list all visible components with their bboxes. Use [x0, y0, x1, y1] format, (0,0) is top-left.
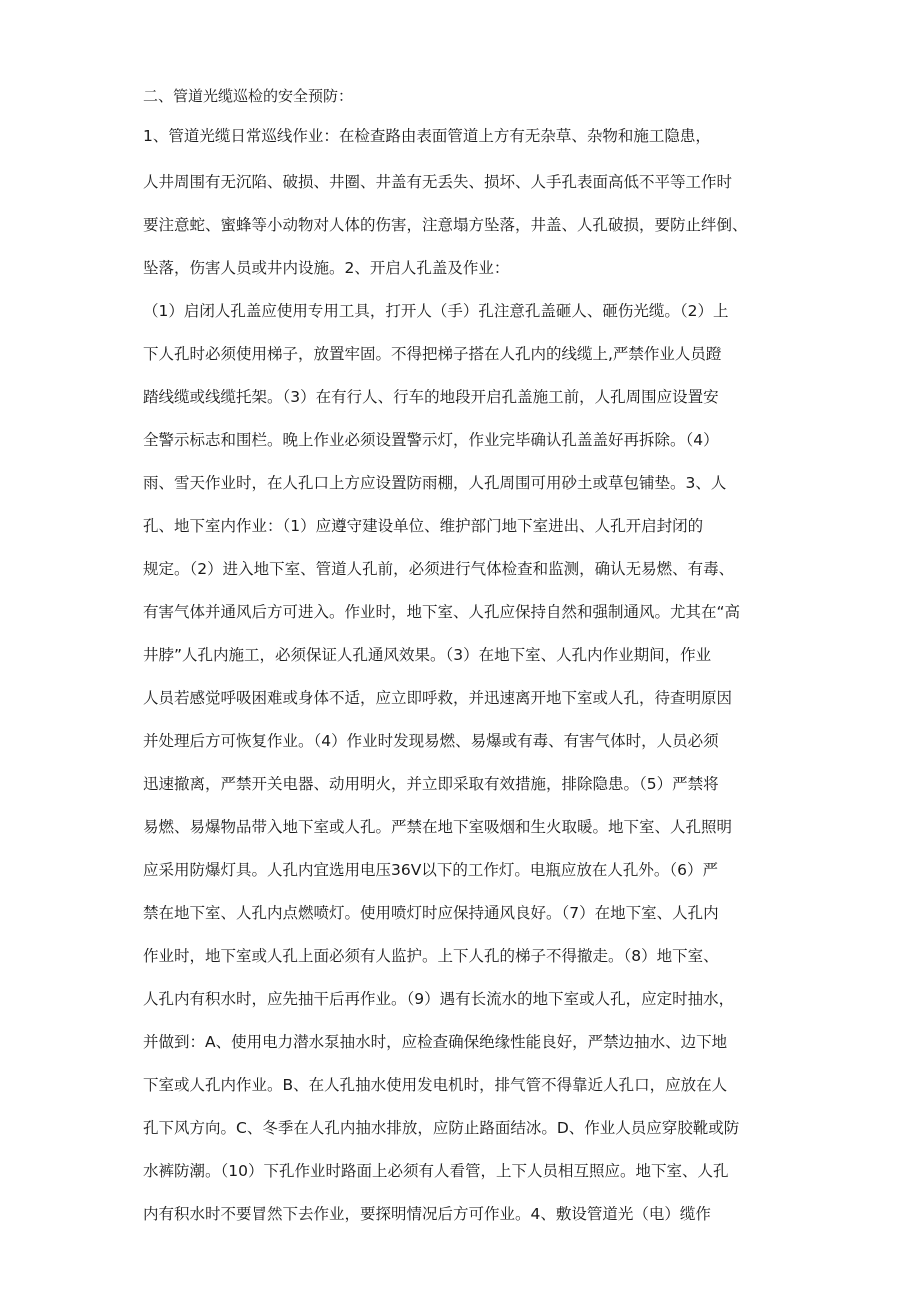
text-line: 孔、地下室内作业：（1）应遵守建设单位、维护部门地下室进出、人孔开启封闭的	[143, 517, 704, 535]
text-line: 孔下风方向。C、冬季在人孔内抽水排放，应防止路面结冰。D、作业人员应穿胶靴或防	[143, 1119, 740, 1137]
text-line: 下室或人孔内作业。B、在人孔抽水使用发电机时，排气管不得靠近人孔口，应放在人	[143, 1076, 728, 1094]
text-line: 人员若感觉呼吸困难或身体不适，应立即呼救，并迅速离开地下室或人孔，待查明原因	[143, 689, 733, 707]
text-line: 水裤防潮。（10）下孔作业时路面上必须有人看管，上下人员相互照应。地下室、人孔	[143, 1162, 729, 1180]
text-line: （1）启闭人孔盖应使用专用工具，打开人（手）孔注意孔盖砸人、砸伤光缆。（2）上	[143, 302, 729, 320]
text-line: 踏线缆或线缆托架。（3）在有行人、行车的地段开启孔盖施工前，人孔周围应设置安	[143, 388, 719, 406]
text-line: 迅速撤离，严禁开关电器、动用明火，并立即采取有效措施，排除隐患。（5）严禁将	[143, 775, 719, 793]
text-line: 坠落，伤害人员或井内设施。2、开启人孔盖及作业：	[143, 259, 510, 277]
text-line: 人孔内有积水时，应先抽干后再作业。（9）遇有长流水的地下室或人孔，应定时抽水，	[143, 990, 735, 1008]
text-line: 易燃、易爆物品带入地下室或人孔。严禁在地下室吸烟和生火取暖。地下室、人孔照明	[143, 818, 733, 836]
text-line: 规定。（2）进入地下室、管道人孔前，必须进行气体检查和监测，确认无易燃、有毒、	[143, 560, 735, 578]
text-line: 要注意蛇、蜜蜂等小动物对人体的伤害，注意塌方坠落，井盖、人孔破损，要防止绊倒、	[143, 216, 748, 234]
text-line: 人井周围有无沉陷、破损、井圈、井盖有无丢失、损坏、人手孔表面高低不平等工作时	[143, 173, 733, 191]
text-line: 内有积水时不要冒然下去作业，要探明情况后方可作业。4、敷设管道光（电）缆作	[143, 1205, 711, 1223]
text-line: 井脖”人孔内施工，必须保证人孔通风效果。（3）在地下室、人孔内作业期间，作业	[143, 646, 712, 664]
text-line: 作业时，地下室或人孔上面必须有人监护。上下人孔的梯子不得撤走。（8）地下室、	[143, 947, 719, 965]
text-line: 并做到：A、使用电力潜水泵抽水时，应检查确保绝缘性能良好，严禁边抽水、边下地	[143, 1033, 728, 1051]
text-line: 有害气体并通风后方可进入。作业时，地下室、人孔应保持自然和强制通风。尤其在“高	[143, 603, 741, 621]
text-line: 应采用防爆灯具。人孔内宜选用电压36V以下的工作灯。电瓶应放在人孔外。（6）严	[143, 861, 718, 879]
text-line: 下人孔时必须使用梯子，放置牢固。不得把梯子搭在人孔内的线缆上,严禁作业人员蹬	[143, 345, 722, 363]
section-heading: 二、管道光缆巡检的安全预防：	[143, 87, 354, 105]
text-line: 禁在地下室、人孔内点燃喷灯。使用喷灯时应保持通风良好。（7）在地下室、人孔内	[143, 904, 719, 922]
text-line: 全警示标志和围栏。晚上作业必须设置警示灯，作业完毕确认孔盖盖好再拆除。（4）	[143, 431, 719, 449]
text-line: 1、管道光缆日常巡线作业：在检查路由表面管道上方有无杂草、杂物和施工隐患，	[143, 127, 711, 145]
text-line: 雨、雪天作业时，在人孔口上方应设置防雨棚，人孔周围可用砂土或草包铺垫。3、人	[143, 474, 727, 492]
text-line: 并处理后方可恢复作业。（4）作业时发现易燃、易爆或有毒、有害气体时，人员必须	[143, 732, 719, 750]
